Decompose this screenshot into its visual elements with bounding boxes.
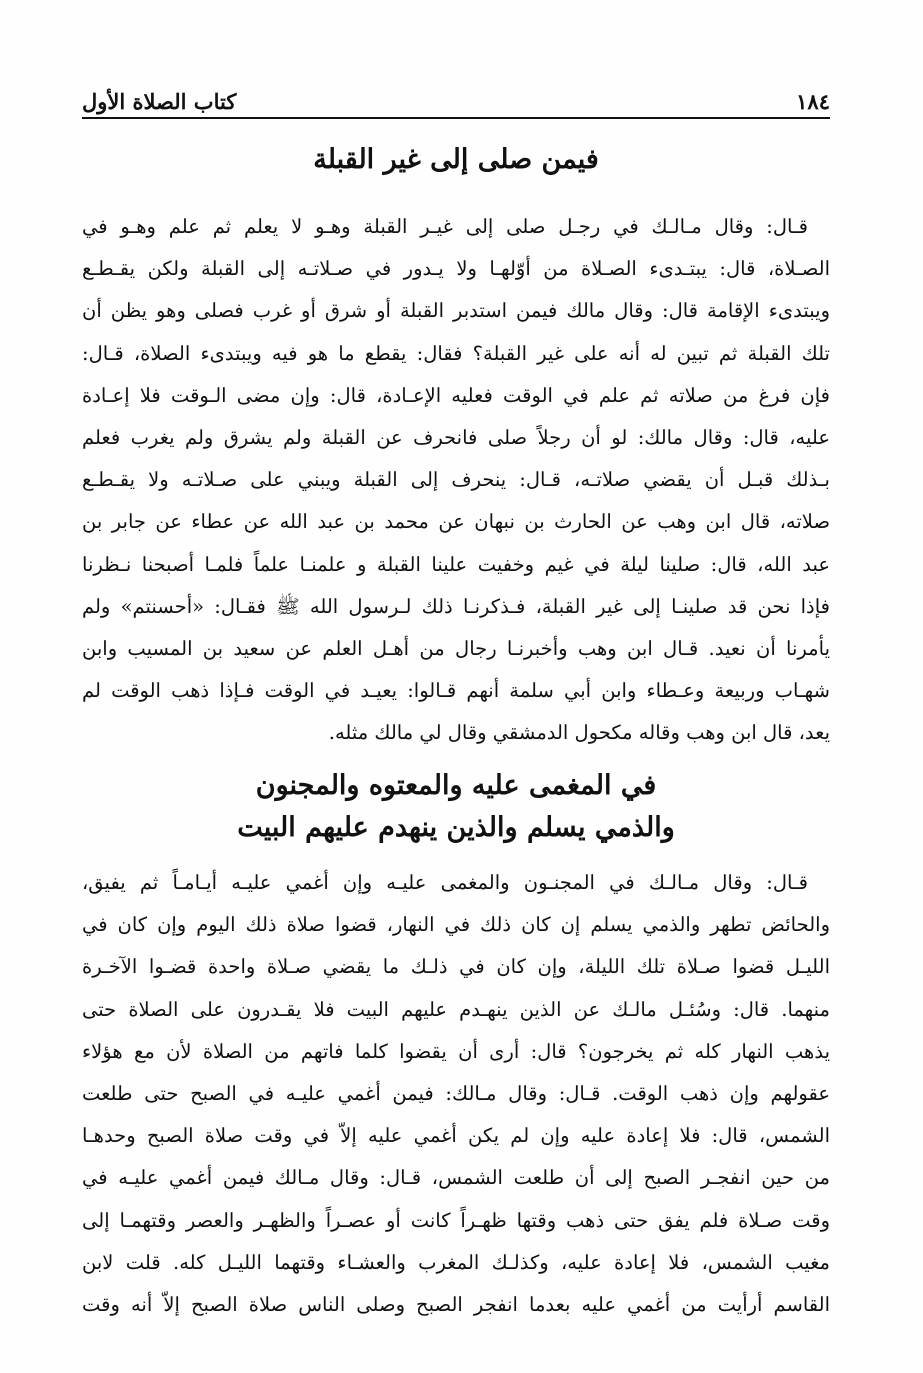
section-title: والذمي يسلم والذين ينهدم عليهم البيت: [237, 812, 675, 843]
text-line: مغيب الشمس، فلا إعادة عليه، وكذلـك المغرب والعشـاء وقتهما الليـل كله. قلت لابن: [82, 1250, 830, 1274]
text-line: وقت صـلاة فلم يفق حتى ذهب وقتها ظهـراً كانت أو عصـراً والظهـر والعصر وقتهمـا إلى: [82, 1208, 830, 1232]
text-line: فإذا نحن قد صلينـا إلى غير القبلة، فـذكرنـا ذلك لـرسول الله ﷺ فقـال: «أحسنتم» ولم: [82, 594, 830, 618]
text-line: شهـاب وربيعة وعـطاء وابن أبي سلمة أنهم قـالوا: يعيـد في الوقت فـإذا ذهب الوقت لم: [82, 679, 830, 703]
page-number: ١٨٤: [796, 89, 830, 114]
text-line: عقولهم وإن ذهب الوقت. قـال: وقال مـالك: فيمن أغمي عليـه في الصبح حتى طلعت: [82, 1081, 830, 1105]
text-line: منهما. قال: وسُئـل مالـك عن الذين ينهـدم عليهم البيت فلا يقـدرون على الصلاة حتى: [82, 997, 830, 1021]
section-title: فيمن صلى إلى غير القبلة: [313, 144, 599, 175]
text-line: فإن فرغ من صلاته ثم علم في الوقت فعليه الإعـادة، قال: وإن مضى الـوقت فلا إعـادة: [82, 383, 830, 407]
text-line: الصـلاة، قال: يبتـدىء الصـلاة من أوّلهـا ولا يـدور في صـلاتـه إلى القبلة ولكن يقـطـع: [82, 257, 830, 281]
header-rule: [82, 117, 830, 119]
text-line: يذهب النهار كله ثم يخرجون؟ قال: أرى أن يقضوا كلما فاتهم من الصلاة لأن مع هؤلاء: [82, 1039, 830, 1063]
text-line: يعد، قال ابن وهب وقاله مكحول الدمشقي وقال لي مالك مثله.: [328, 721, 830, 745]
running-title: كتاب الصلاة الأول: [82, 89, 237, 114]
text-line: والحائض تطهر والذمي يسلم إن كان ذلك في النهار، قضوا صلاة ذلك اليوم وإن كان في: [82, 913, 830, 937]
running-header: [82, 84, 830, 116]
text-line: قـال: وقال مـالـك في رجـل صلى إلى غيـر القبلة وهـو لا يعلم ثم علم وهـو في: [82, 215, 808, 238]
section-body: [82, 206, 830, 754]
text-line: عليه، قال: وقال مالك: لو أن رجلاً صلى فانحرف عن القبلة ولم يشرق ولم يغرب فعلم: [82, 425, 830, 449]
text-line: من حين انفجـر الصبح إلى أن طلعت الشمس، قـال: وقال مـالك فيمن أغمي عليـه في: [82, 1166, 830, 1190]
text-line: الشمس، قال: فلا إعادة عليه وإن لم يكن أغمي عليه إلاّ في وقت صلاة الصبح وحدهـا: [82, 1124, 830, 1148]
text-line: تلك القبلة ثم تبين له أنه على غير القبلة؟ فقال: يقطع ما هو فيه ويبتدىء الصلاة، قـال:: [82, 341, 830, 365]
text-line: الليـل قضوا صـلاة تلك الليلة، وإن كان في ذلـك ما يقضي صـلاة واحدة قضـوا الآخـرة: [82, 955, 830, 979]
text-line: يأمرنا أن نعيد. قـال ابن وهب وأخبرنـا رجال من أهـل العلم عن سعيد بن المسيب وابن: [82, 636, 830, 660]
text-line: عبد الله، قال: صلينا ليلة في غيم وخفيت علينا القبلة و علمنـا علماً فلمـا أصبحنا نـظرنا: [82, 552, 830, 576]
section-body: [82, 862, 830, 1326]
text-line: صلاته، قال ابن وهب عن الحارث بن نبهان عن محمد بن عبد الله عن عطاء عن جابر بن: [82, 510, 830, 534]
section-title: في المغمى عليه والمعتوه والمجنون: [255, 770, 657, 801]
text-line: القاسم أرأيت من أغمي عليه بعدما انفجر الصبح وصلى الناس صلاة الصبح إلاّ أنه وقت: [82, 1292, 830, 1316]
text-line: بـذلك قبـل أن يقضي صلاتـه، قـال: ينحرف إلى القبلة ويبني على صـلاتـه ولا يقـطـع: [82, 468, 830, 492]
text-line: ويبتدىء الإقامة قال: وقال مالك فيمن استدبر القبلة أو شرق أو غرب فصلى وهو يظن أن: [82, 299, 830, 323]
text-line: قـال: وقال مـالـك في المجنـون والمغمى عليـه وإن أغمي عليـه أيـامـاً ثم يفيق،: [82, 871, 808, 894]
